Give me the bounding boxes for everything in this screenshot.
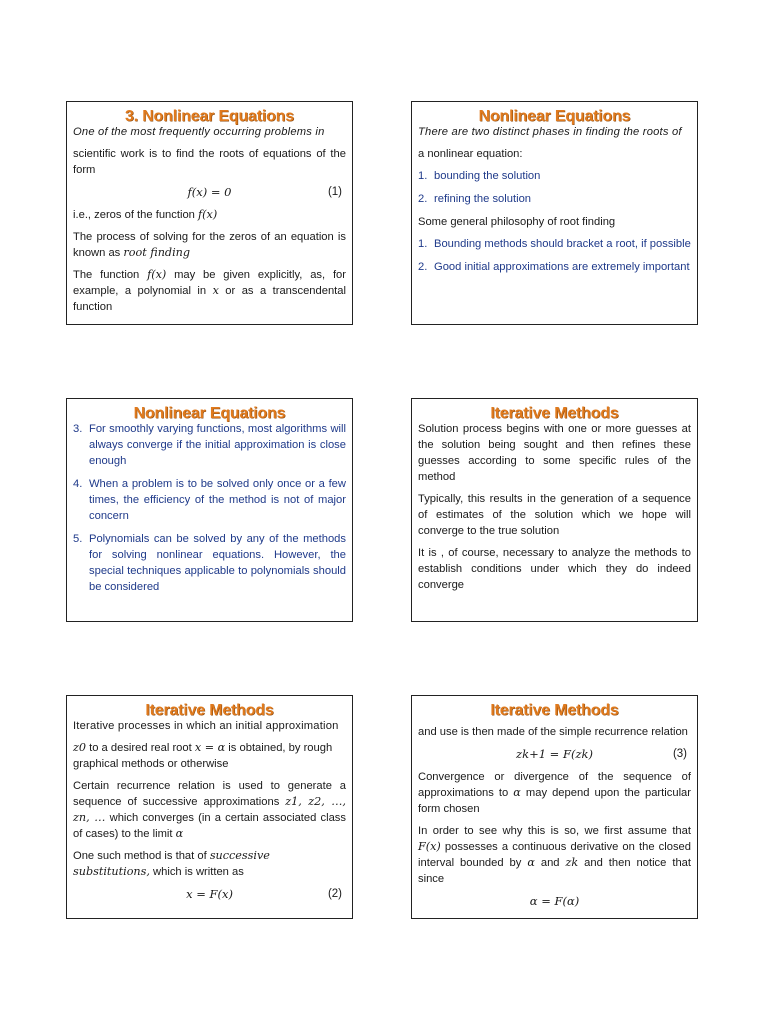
- paragraph: [73, 778, 346, 842]
- paragraph: scientific work is to find the roots of equations of the form: [73, 148, 346, 176]
- list-number: 1.: [418, 238, 428, 250]
- list-item: [418, 236, 691, 252]
- slide-2: [411, 101, 698, 325]
- paragraph: [73, 848, 346, 880]
- math-var: z0: [73, 741, 87, 754]
- math-var: zk: [565, 856, 579, 869]
- paragraph: [73, 740, 346, 772]
- list-text: Polynomials can be solved by any of the methods for solving nonlinear equations. However, the special techniques applicable to polynomials should be considered: [89, 533, 346, 593]
- text: Certain recurrence relation is used to generate a sequence of successive approximations: [73, 780, 346, 808]
- equation-body: α = F(α): [529, 894, 580, 908]
- paragraph: and use is then made of the simple recurrence relation: [418, 726, 688, 738]
- numbered-list: [418, 236, 691, 275]
- slide-title: Iterative Methods: [490, 702, 619, 719]
- list-number: 2.: [418, 261, 428, 273]
- slide-5: [66, 695, 353, 919]
- numbered-list: [73, 421, 346, 595]
- equation-body: f(x) = 0: [187, 185, 232, 199]
- equation-number: (2): [327, 888, 342, 900]
- paragraph: Some general philosophy of root finding: [418, 216, 616, 228]
- list-text: bounding the solution: [434, 170, 541, 182]
- math-var: x = α: [194, 741, 226, 754]
- equation-number: (3): [672, 748, 687, 760]
- text: which is written as: [149, 866, 244, 878]
- list-number: 5.: [73, 533, 83, 545]
- equation: [73, 184, 346, 201]
- equation: [418, 893, 691, 910]
- slide-lead-text: Iterative processes in which an initial approximation: [73, 720, 339, 732]
- text: i.e., zeros of the function: [73, 209, 198, 221]
- text: possesses a continuous derivative on the closed interval bounded by: [418, 841, 691, 869]
- text: is obtained, by rough graphical methods or otherwise: [73, 742, 333, 770]
- list-item: [418, 259, 691, 275]
- slide-4: [411, 398, 698, 622]
- list-number: 2.: [418, 193, 428, 205]
- slide-lead-text: There are two distinct phases in finding the roots of: [418, 126, 682, 138]
- slide-title: Iterative Methods: [145, 702, 274, 719]
- paragraph: [418, 823, 691, 887]
- slide-3: [66, 398, 353, 622]
- slide-title: Nonlinear Equations: [478, 108, 631, 125]
- paragraph: a nonlinear equation:: [418, 148, 523, 160]
- paragraph: [418, 769, 691, 817]
- equation-body: zk+1 = F(zk): [516, 747, 593, 761]
- math-var: α: [513, 786, 521, 799]
- math-var: f(x): [147, 268, 167, 281]
- list-item: [418, 168, 691, 184]
- equation: [73, 886, 346, 903]
- text: In order to see why this is so, we first assume that: [418, 825, 691, 837]
- slide-title: 3. Nonlinear Equations: [125, 108, 294, 125]
- equation-number: (1): [327, 186, 342, 198]
- slide-lead-text: One of the most frequently occurring problems in: [73, 126, 325, 138]
- text: may be given explicitly, as, for example, a polynomial in: [73, 269, 346, 297]
- emphasis-text: successive substitutions,: [73, 849, 270, 878]
- text: Convergence or divergence of the sequence of approximations to: [418, 771, 691, 799]
- math-var: F(x): [418, 840, 441, 853]
- paragraph: It is , of course, necessary to analyze the methods to establish conditions under which they do indeed converge: [418, 547, 691, 591]
- list-item: [418, 191, 691, 207]
- list-text: Bounding methods should bracket a root, if possible: [434, 238, 691, 250]
- equation-body: x = F(x): [186, 887, 233, 901]
- list-number: 3.: [73, 423, 83, 435]
- text: or as a transcendental function: [73, 285, 346, 313]
- text: which converges (in a certain associated class of cases) to the limit: [73, 812, 346, 840]
- list-text: For smoothly varying functions, most algorithms will always converge if the initial approximation is close enough: [89, 423, 346, 467]
- text: One such method is that of: [73, 850, 210, 862]
- math-var: α: [175, 827, 184, 840]
- list-text: Good initial approximations are extremely important: [434, 261, 690, 273]
- emphasis-text: root finding: [123, 246, 191, 259]
- text: and then notice that since: [418, 857, 691, 885]
- text: The function: [73, 269, 148, 281]
- list-number: 1.: [418, 170, 428, 182]
- math-var: x: [212, 284, 219, 297]
- list-item: [73, 531, 346, 595]
- math-var: α: [527, 856, 535, 869]
- equation: [418, 746, 691, 763]
- paragraph: [73, 229, 346, 261]
- numbered-list: [418, 168, 691, 207]
- list-number: 4.: [73, 478, 83, 490]
- list-text: refining the solution: [434, 193, 532, 205]
- math-var: f(x): [198, 208, 218, 221]
- text: to a desired real root: [86, 742, 195, 754]
- text: and: [534, 857, 566, 869]
- slide-1: [66, 101, 353, 325]
- list-item: [73, 421, 346, 469]
- text: The process of solving for the zeros of an equation is known as: [73, 231, 346, 259]
- list-text: When a problem is to be solved only once or a few times, the efficiency of the method is not of major concern: [89, 478, 346, 522]
- slide-title: Nonlinear Equations: [133, 405, 286, 422]
- text: may depend upon the particular form chosen: [418, 787, 691, 815]
- list-item: [73, 476, 346, 524]
- paragraph: [73, 267, 346, 315]
- slide-6: [411, 695, 698, 919]
- paragraph: Typically, this results in the generation of a sequence of estimates of the solution which we hope will converge to the true solution: [418, 493, 691, 537]
- paragraph: Solution process begins with one or more guesses at the solution being sought and then refines these guesses according to some specific rules of the method: [418, 423, 691, 483]
- slide-title: Iterative Methods: [490, 405, 619, 422]
- math-var: z1, z2, …, zn, …: [73, 795, 346, 824]
- paragraph: [73, 207, 346, 223]
